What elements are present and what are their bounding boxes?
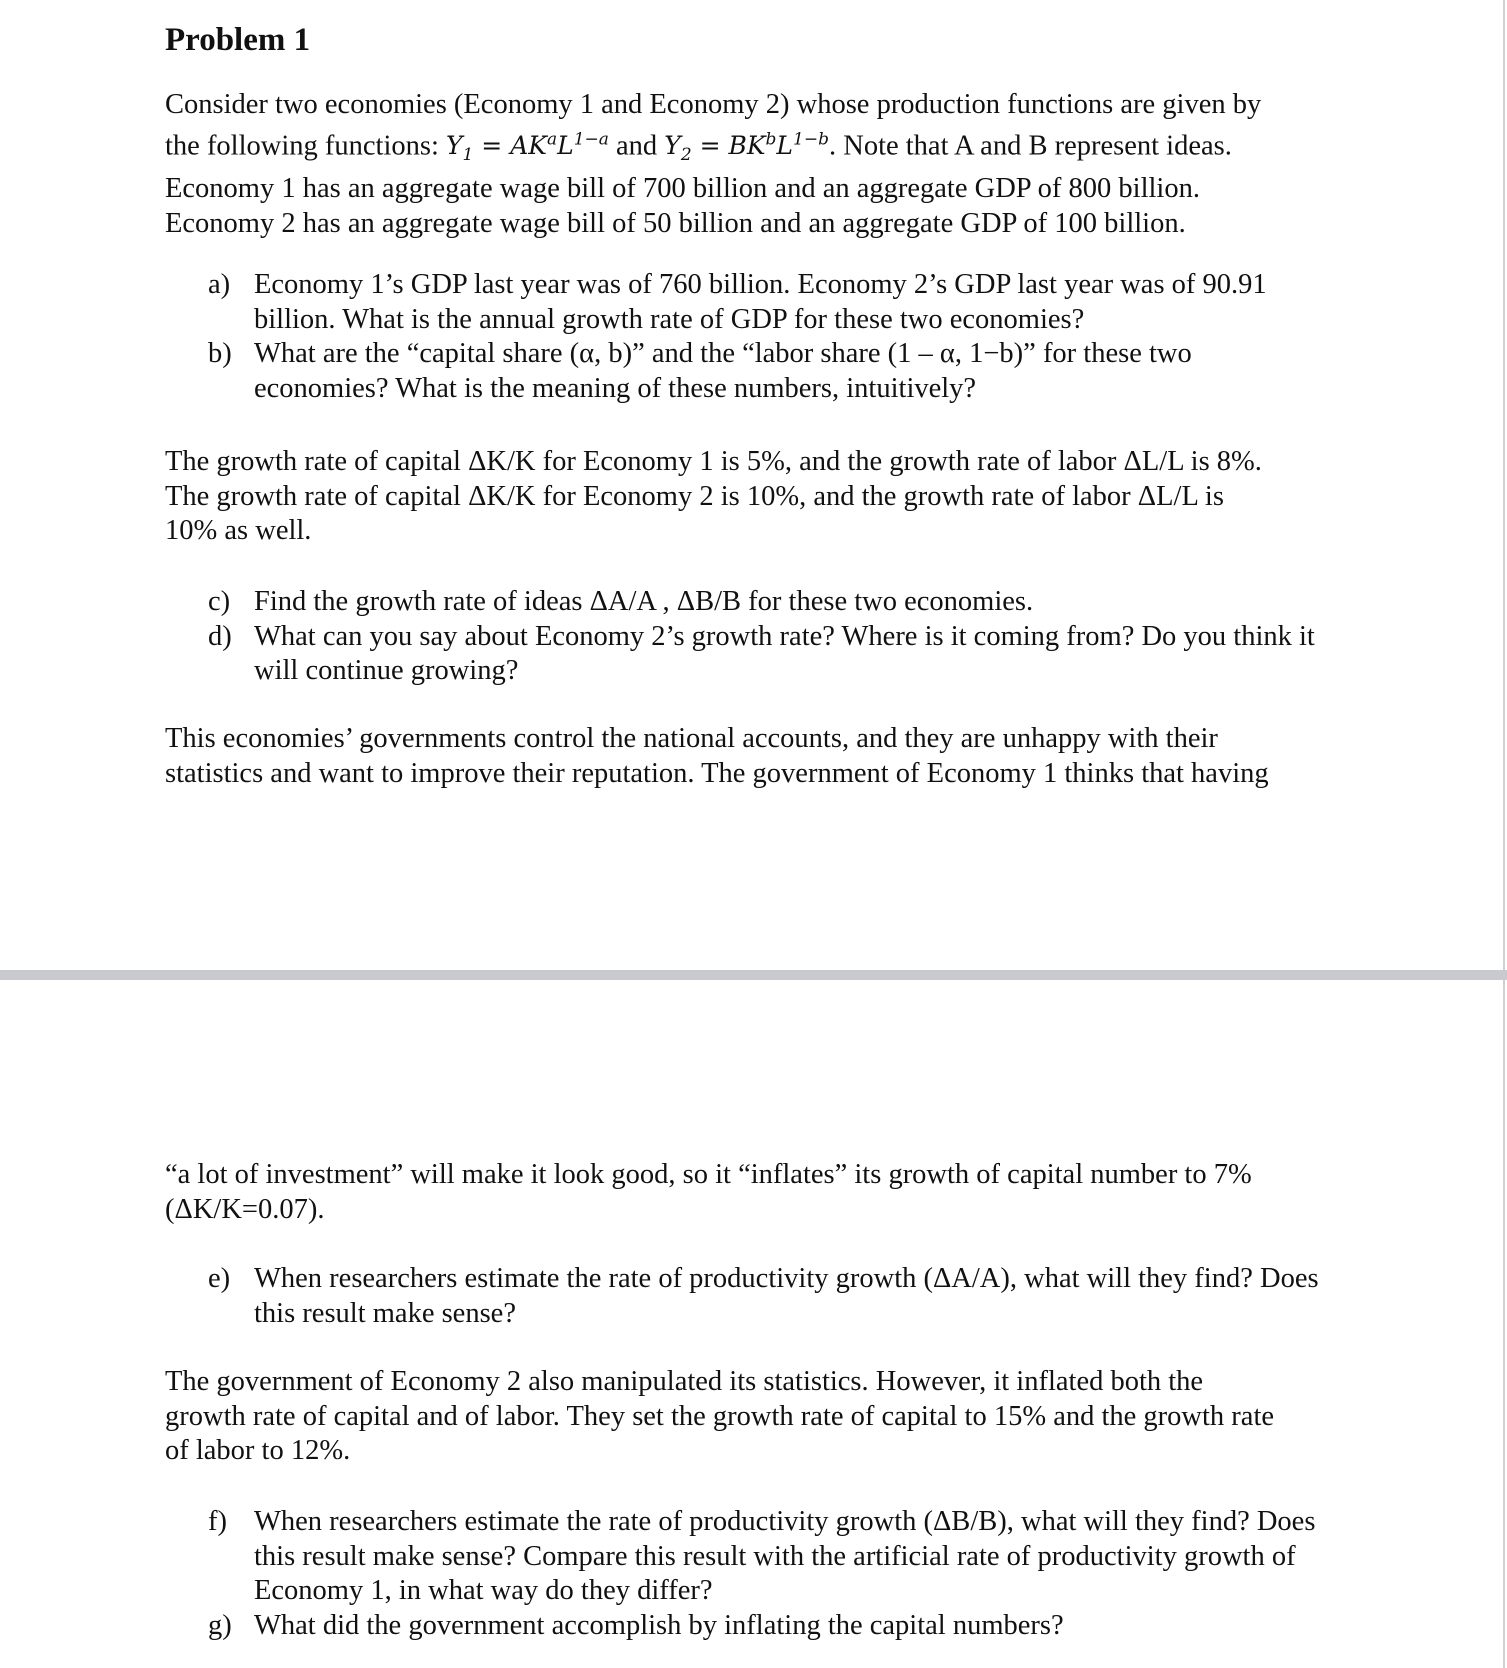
- government-line-1: This economies’ governments control the national accounts, and they are unhappy with their: [165, 723, 1218, 754]
- question-f: [208, 1505, 1325, 1609]
- eq2-exponent-l: 1−b: [793, 129, 829, 150]
- intro-line-2-prefix: the following functions:: [165, 129, 447, 161]
- question-text: Economy 1’s GDP last year was of 760 billion. Economy 2’s GDP last year was of 90.91 billion. What is the annual growth rate of GDP for these two economies?: [254, 269, 1267, 335]
- intro-line-2-suffix: . Note that A and B represent ideas.: [828, 129, 1232, 161]
- eq2-y: Y: [664, 130, 681, 160]
- economy-2-line-1: The government of Economy 2 also manipulated its statistics. However, it inflated both the: [165, 1366, 1204, 1397]
- intro-and: and: [608, 129, 665, 161]
- eq1-exponent-k: a: [546, 129, 558, 150]
- questions-f-g: [165, 1505, 1325, 1643]
- growth-line-2: The growth rate of capital ΔK/K for Economy 2 is 10%, and the growth rate of labor ΔL/L is: [165, 480, 1224, 512]
- question-text: What can you say about Economy 2’s growth rate? Where is it coming from? Do you think it will continue growing?: [254, 620, 1315, 686]
- equation-economy-2: [664, 129, 829, 165]
- eq2-exponent-k: b: [765, 129, 777, 150]
- eq1-rhs: = AK: [473, 130, 547, 160]
- question-e: [208, 1262, 1325, 1331]
- question-label: d): [208, 620, 232, 652]
- economy-2-line-2: growth rate of capital and of labor. They set the growth rate of capital to 15% and the growth rate: [165, 1400, 1275, 1432]
- problem-title: Problem 1: [165, 22, 311, 58]
- eq2-l: L: [776, 130, 794, 160]
- intro-line-3: Economy 1 has an aggregate wage bill of 700 billion and an aggregate GDP of 800 billion.: [165, 173, 1200, 205]
- question-text: What are the “capital share (α, b)” and the “labor share (1 – α, 1−b)” for these two economies? What is the meaning of these numbers, intuitively?: [254, 338, 1192, 404]
- question-text: What did the government accomplish by inflating the capital numbers?: [254, 1609, 1064, 1641]
- intro-paragraph: [165, 88, 1325, 241]
- eq1-exponent-l: 1−a: [573, 129, 609, 150]
- growth-line-3: 10% as well.: [165, 515, 312, 546]
- continued-line-2: (ΔK/K=0.07).: [165, 1193, 325, 1225]
- continued-paragraph: [165, 1158, 1325, 1227]
- government-paragraph: [165, 722, 1325, 791]
- question-text: When researchers estimate the rate of productivity growth (ΔB/B), what will they find? Does this result make sense? Compare this result with the artificial rate of productivity growth of Economy 1, in what way do they differ?: [254, 1506, 1316, 1606]
- questions-a-b: [165, 268, 1325, 406]
- intro-line-4: Economy 2 has an aggregate wage bill of 50 billion and an aggregate GDP of 100 billion.: [165, 207, 1186, 239]
- eq1-l: L: [557, 130, 574, 160]
- questions-c-d: [165, 585, 1325, 689]
- eq1-y: Y: [446, 130, 463, 160]
- question-c: [208, 585, 1325, 620]
- growth-paragraph: [165, 445, 1325, 549]
- eq1-subscript: 1: [462, 144, 474, 165]
- question-label: b): [208, 338, 232, 369]
- question-text: When researchers estimate the rate of productivity growth (ΔA/A), what will they find? Does this result make sense?: [254, 1263, 1319, 1329]
- question-label: g): [208, 1609, 232, 1641]
- economy-2-line-3: of labor to 12%.: [165, 1435, 351, 1466]
- question-label: a): [208, 269, 231, 300]
- continued-line-1: “a lot of investment” will make it look good, so it “inflates” its growth of capital number to 7%: [165, 1159, 1252, 1190]
- question-b: [208, 337, 1325, 406]
- growth-line-1: The growth rate of capital ΔK/K for Economy 1 is 5%, and the growth rate of labor ΔL/L is 8%.: [165, 446, 1262, 477]
- question-d: [208, 620, 1325, 689]
- economy-2-paragraph: [165, 1365, 1325, 1469]
- equation-economy-1: [446, 129, 609, 165]
- eq2-subscript: 2: [680, 144, 692, 165]
- intro-line-2: [165, 123, 1325, 173]
- document-page-2: [0, 980, 1505, 1668]
- government-line-2: statistics and want to improve their reputation. The government of Economy 1 thinks that having: [165, 757, 1269, 789]
- question-label: f): [208, 1506, 227, 1537]
- eq2-rhs: = BK: [691, 130, 766, 160]
- question-text: Find the growth rate of ideas ΔA/A , ΔB/B for these two economies.: [254, 586, 1034, 617]
- question-g: [208, 1609, 1325, 1644]
- question-label: c): [208, 586, 231, 617]
- question-a: [208, 268, 1325, 337]
- question-label: e): [208, 1263, 231, 1294]
- page-break: [0, 970, 1507, 980]
- question-e-block: [165, 1262, 1325, 1331]
- intro-line-1: Consider two economies (Economy 1 and Economy 2) whose production functions are given by: [165, 89, 1262, 120]
